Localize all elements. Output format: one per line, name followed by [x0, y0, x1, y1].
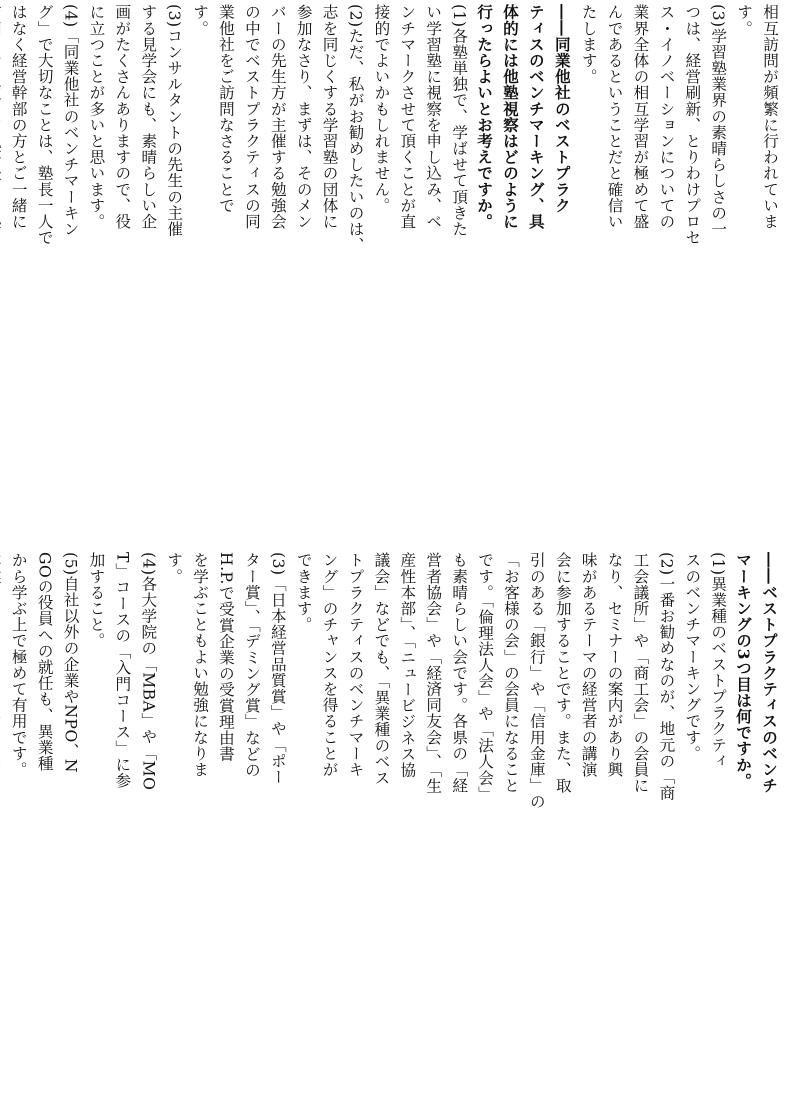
lower-text-band [6, 552, 782, 1090]
upper-text-band [6, 4, 782, 534]
para-answer-4: (4)「同業他社のベンチマーキン グ」で大切なことは、塾長一人で はなく経営幹部の方とご一緒に [9, 4, 80, 246]
para-industry-learning: (3)学習塾業界の素晴らしさの一 つは、経営刷新、とりわけプロセ ス・イノベーションについての 業界全体の相互学習が極めて盛 んであるということだと確信い たします。 [579, 4, 728, 246]
question-heading-benchmark-visits: ――同業他社のベストプラク ティスのベンチマーキング、具 体的には他塾視察はどのように 行ったらよいとお考えですか。 [475, 4, 572, 230]
para-answer-2: (2)ただ、私がお勧めしたいのは、 志を同じくする学習塾の団体に 参加なさり、まずは、そのメン バーの先生方が主催する勉強会 の中でベストプラクティスの同 業他社をご訪問なさることで す。 [191, 4, 365, 253]
question-heading-third: ――ベストプラクティスのベンチ マーキングの3つ目は何ですか。 [734, 552, 779, 794]
para-mutual-visits: 相互訪問が頻繁に行われていま す。 [735, 4, 779, 230]
para-answer-1: (1)各塾単独で、学ばせて頂きた い学習塾に視察を申し込み、ベ ンチマークさせて頂くことが直 接的でよいかもしれません。 [372, 4, 469, 237]
para-other-industry-2: (2)一番お勧めなのが、地元の「商 工会議所」や「商工会」の会員に なり、セミナーの案内があり興 味があるテーマの経営者の講演 会に参加することです。また、取 引のある「銀行」や「信用金庫」の 「お客様の会」の会員になること です。「倫理法人会」や「法人会」 も素晴らしい会です。各県の「経 営者協会」や「経済同友会」、「生 産性本部」、「ニュービジネス協 議会」などでも、「異業種のベス トプラクティスのベンチマーキ ング」のチャンスを得ることが できます。 [294, 552, 676, 810]
para-other-industry-3: (3)「日本経営品質賞」や「ポー ター賞」、「デミング賞」などの H.P.で受賞企業の受賞理由書 を学ぶこともよい勉強になりま す。 [165, 552, 287, 785]
para-answer-3: (3)コンサルタントの先生の主催 する見学会にも、素晴らしい企 画がたくさんありますので、役 に立つことが多いと思います。 [87, 4, 184, 237]
para-other-industry-1: (1)異業種のベストプラクティ スのベンチマーキングです。 [683, 552, 728, 769]
para-other-industry-4: (4)各大学院の「MBA」や「MO T」コースの「入門コース」に参 加すること。 [87, 552, 158, 791]
para-other-industry-5: (5)自社以外の企業やNPO、N GOの役員への就任も、異業種 から学ぶ上で極めて有用です。 [9, 552, 80, 778]
